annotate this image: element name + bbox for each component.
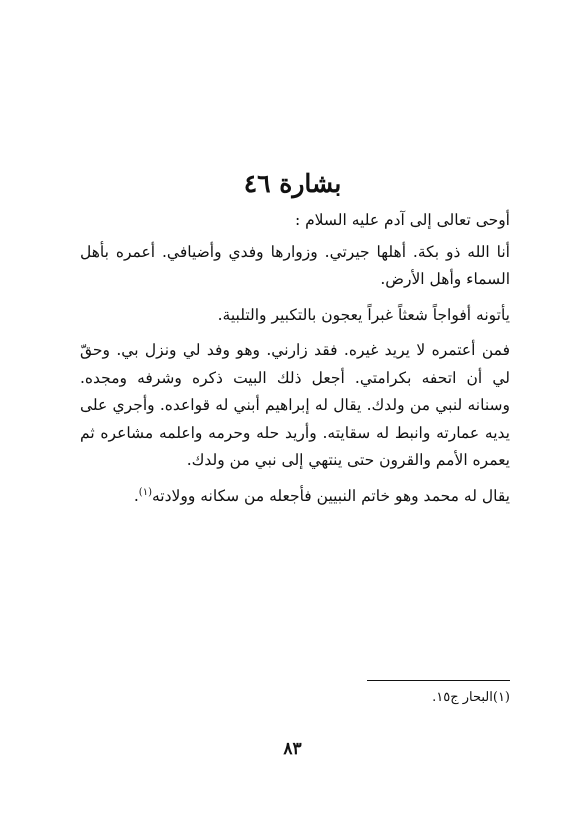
page-number: ٨٣	[283, 739, 302, 759]
intro-line: أوحى تعالى إلى آدم عليه السلام :	[294, 211, 510, 229]
footnote-marker: (١)	[138, 486, 152, 498]
closing-paragraph	[80, 483, 510, 511]
closing-period: .	[133, 486, 139, 505]
paragraph-3: فمن أعتمره لا يريد غيره. فقد زارني. وهو وفد لي ونزل بي. وحقّ لي أن اتحفه بكرامتي. أجعل ذلك البيت ذكره وشرفه ومجده. وسنانه لنبي من ولدك. يقال له إبراهيم أبني له قواعده. وأجري على يديه عمارته وانبط له سقايته. وأريد حله وحرمه واعلمه مشاعره ثم يعمره الأمم والقرون حتى ينتهي إلى نبي من ولدك.	[80, 341, 510, 469]
page-title: بشارة ٤٦	[243, 169, 342, 198]
body-text	[80, 207, 510, 518]
closing-text: يقال له محمد وهو خاتم النبيين فأجعله من سكانه وولادته	[151, 486, 510, 505]
paragraph-1: أنا الله ذو بكة. أهلها جيرتي. وزوارها وفدي وأضيافي. أعمره بأهل السماء وأهل الأرض.	[80, 242, 510, 288]
footnote-divider	[367, 680, 510, 681]
footnote: (١)البحار ج١٥.	[432, 690, 510, 705]
paragraph-2: يأتونه أفواجاً شعثاً غبراً يعجون بالتكبير والتلبية.	[217, 305, 510, 324]
